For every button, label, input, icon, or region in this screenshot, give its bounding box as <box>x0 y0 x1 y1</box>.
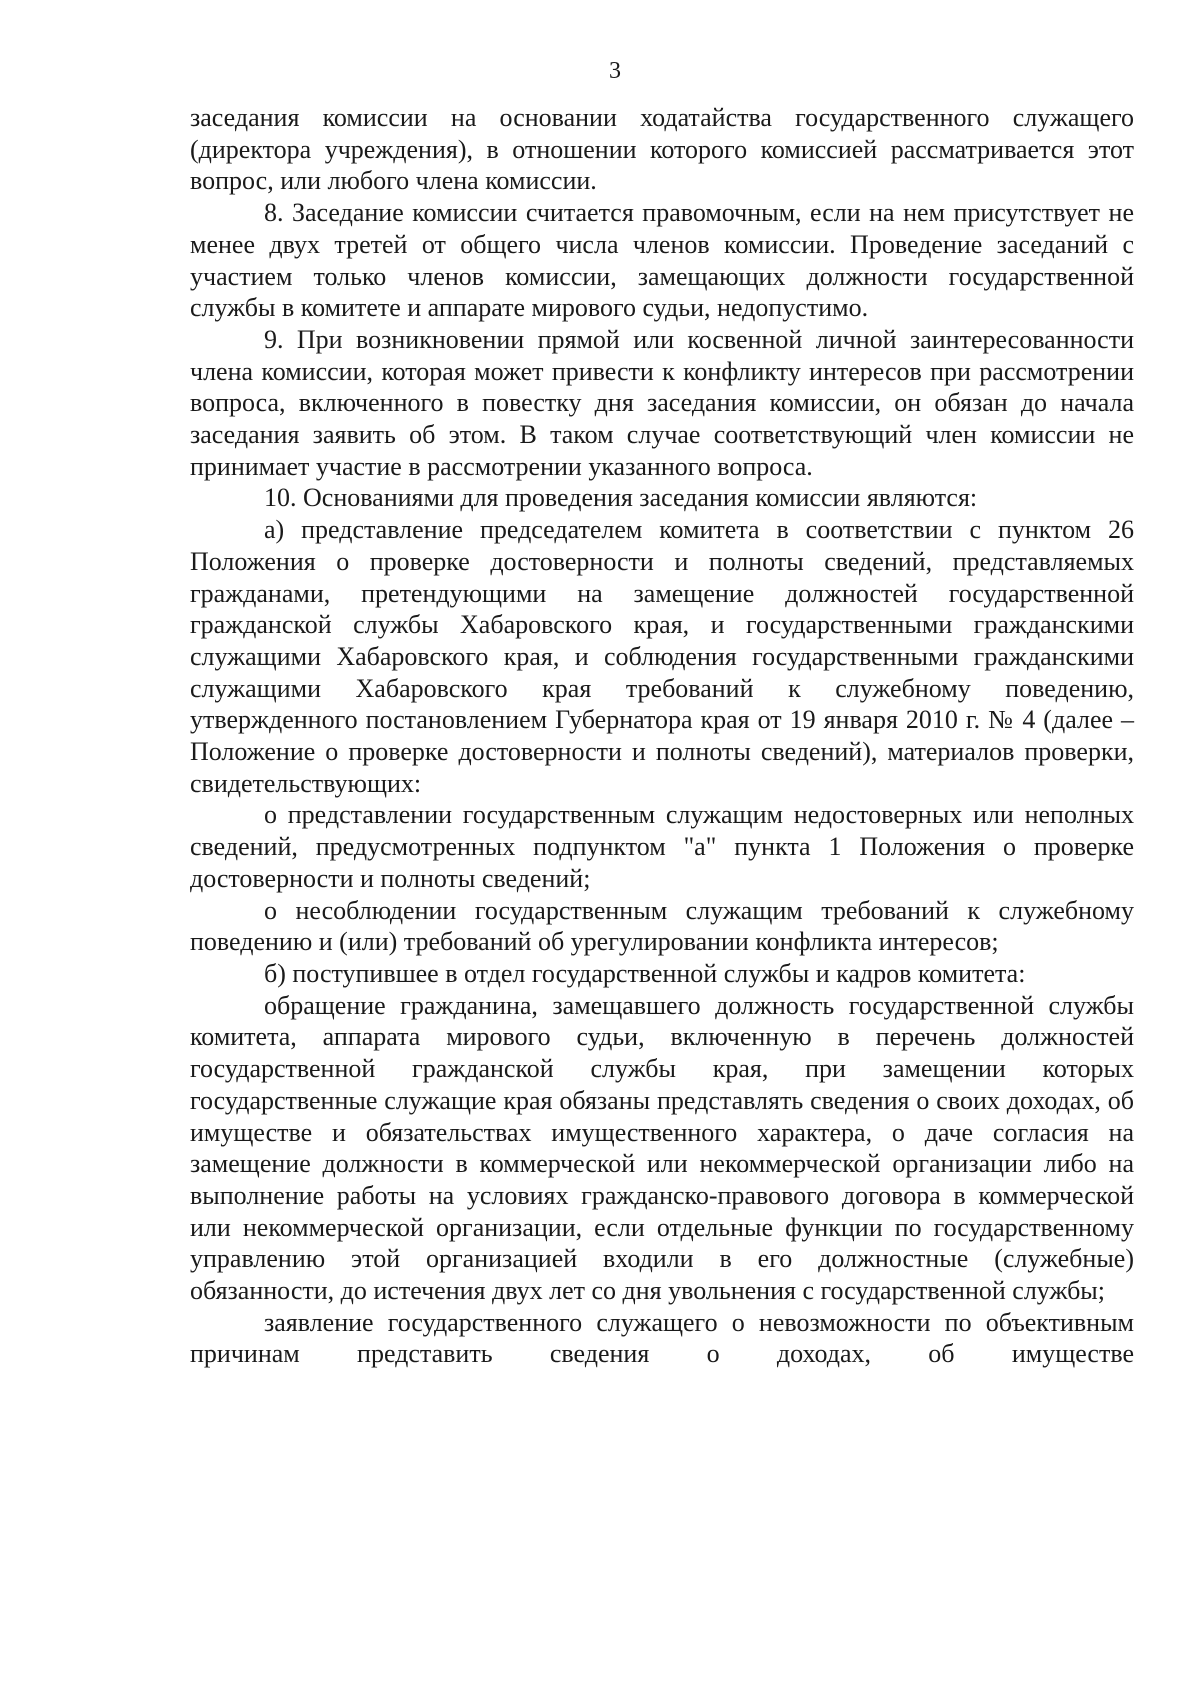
page-number: 3 <box>609 58 621 84</box>
paragraph-item-10: 10. Основаниями для проведения заседания комиссии являются: <box>264 483 978 513</box>
document-body <box>190 102 1134 1370</box>
paragraph-subitem-a: а) представление председателем комитета в соответствии с пунктом 26 Положения о проверке достоверности и полноты сведений, представляемых гражданами, претендующими на замещение должностей государственной гражданской службы Хабаровского края, и государственными гражданскими служащими Хабаровского края, и соблюдения государственными гражданскими служащими Хабаровского края требований к служебному поведению, утвержденного постановлением Губернатора края от 19 января 2010 г. № 4 (далее – Положение о проверке достоверности и полноты сведений), материалов проверки, свидетельствующих: <box>190 515 1134 798</box>
paragraph-item-9: 9. При возникновении прямой или косвенной личной заинтересованности члена комиссии, которая может привести к конфликту интересов при рассмотрении вопроса, включенного в повестку дня заседания комиссии, он обязан до начала заседания заявить об этом. В таком случае соответствующий член комиссии не принимает участие в рассмотрении указанного вопроса. <box>190 324 1134 481</box>
paragraph-bullet: о несоблюдении государственным служащим требований к служебному поведению и (или) требований об урегулировании конфликта интересов; <box>190 895 1134 957</box>
paragraph-bullet-continued: заявление государственного служащего о невозможности по объективным причинам представить сведения о доходах, об имуществе <box>190 1307 1134 1369</box>
paragraph-bullet: обращение гражданина, замещавшего должность государственной службы комитета, аппарата мирового судьи, включенную в перечень должностей государственной гражданской службы края, при замещении которых государственные служащие края обязаны представлять сведения о своих доходах, об имуществе и обязательствах имущественного характера, о даче согласия на замещение должности в коммерческой или некоммерческой организации либо на выполнение работы на условиях гражданско-правового договора в коммерческой или некоммерческой организации, если отдельные функции по государственному управлению этой организацией входили в его должностные (служебные) обязанности, до истечения двух лет со дня увольнения с государственной службы; <box>190 990 1134 1306</box>
paragraph-bullet: о представлении государственным служащим недостоверных или неполных сведений, предусмотренных подпунктом "а" пункта 1 Положения о проверке достоверности и полноты сведений; <box>190 800 1134 893</box>
paragraph: заседания комиссии на основании ходатайства государственного служащего (директора учреждения), в отношении которого комиссией рассматривается этот вопрос, или любого члена комиссии. <box>190 103 1134 196</box>
paragraph-subitem-b: б) поступившее в отдел государственной службы и кадров комитета: <box>264 958 1026 988</box>
paragraph-item-8: 8. Заседание комиссии считается правомочным, если на нем присутствует не менее двух третей от общего числа членов комиссии. Проведение заседаний с участием только членов комиссии, замещающих должности государственной службы в комитете и аппарате мирового судьи, недопустимо. <box>190 198 1134 323</box>
